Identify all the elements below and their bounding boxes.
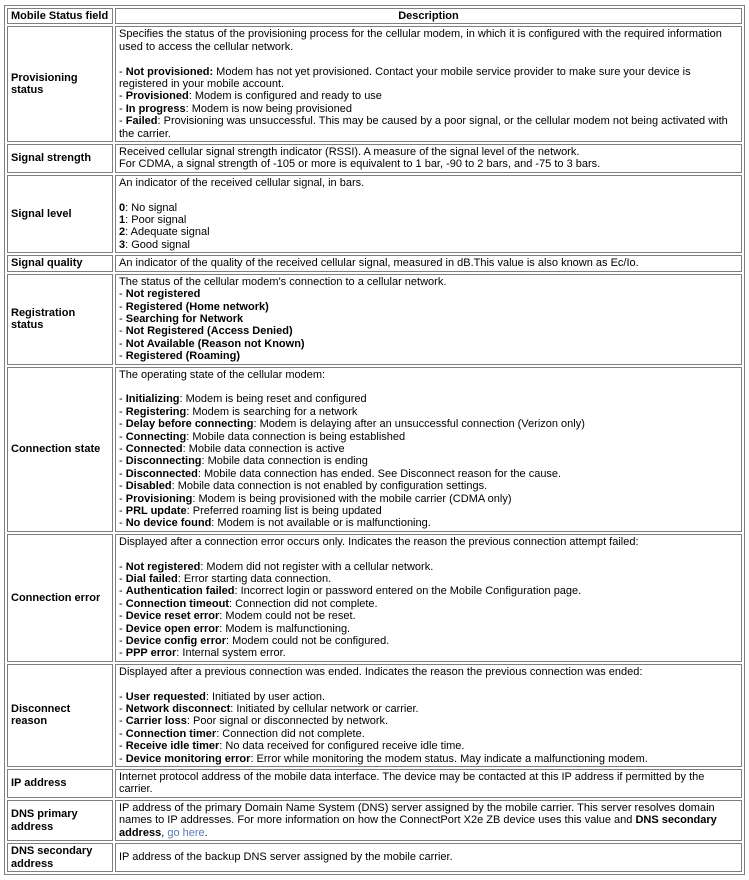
description-line xyxy=(119,573,738,585)
bold-term: PRL update xyxy=(125,504,187,517)
description-cell xyxy=(115,144,742,173)
field-name-cell: Signal quality xyxy=(7,255,113,271)
field-name-cell: Provisioning status xyxy=(7,26,113,142)
text-segment: : No signal xyxy=(125,201,178,214)
description-line xyxy=(119,771,738,796)
bold-term: Delay before connecting xyxy=(125,418,254,431)
table-row xyxy=(7,255,742,271)
description-line xyxy=(119,276,738,288)
bold-term: Initializing xyxy=(125,393,180,406)
bold-term: Authentication failed xyxy=(125,585,235,598)
description-line xyxy=(119,610,738,622)
table-row xyxy=(7,274,742,365)
description-line xyxy=(119,536,738,548)
description-line xyxy=(119,666,738,678)
text-segment: : Mobile data connection is ending xyxy=(201,455,368,468)
bold-term: PPP error xyxy=(125,647,177,660)
text-segment: - xyxy=(119,115,126,128)
bold-term: Disconnected xyxy=(125,467,198,480)
description-line xyxy=(119,715,738,727)
bold-term: DNS secondary address xyxy=(119,814,717,839)
header-row xyxy=(7,8,742,24)
description-line xyxy=(119,517,738,529)
description-cell xyxy=(115,175,742,253)
bold-term: Connecting xyxy=(125,430,187,443)
text-segment: : Modem is delaying after an unsuccessful connection (Verizon only) xyxy=(253,418,585,431)
description-line xyxy=(119,115,738,140)
description-line xyxy=(119,90,738,102)
text-segment: The status of the cellular modem's connection to a cellular network. xyxy=(119,275,447,288)
bold-term: 3 xyxy=(119,238,126,251)
text-segment: . xyxy=(204,826,208,839)
description-line xyxy=(119,691,738,703)
text-segment: : Good signal xyxy=(125,238,190,251)
description-line xyxy=(119,393,738,405)
text-segment: Internet protocol address of the mobile data interface. The device may be contacted at this IP address if permitted by the carrier. xyxy=(119,771,705,796)
text-segment: - xyxy=(119,560,126,573)
table-row xyxy=(7,367,742,532)
description-cell xyxy=(115,274,742,365)
description-line xyxy=(119,431,738,443)
text-segment: - xyxy=(119,455,126,468)
text-segment: - xyxy=(119,418,126,431)
bold-term: Not provisioned: xyxy=(125,65,214,78)
bold-term: Dial failed xyxy=(125,573,178,585)
table-row xyxy=(7,664,742,767)
bold-term: Registered (Roaming) xyxy=(125,350,241,363)
text-segment: : No data received for configured receive idle time. xyxy=(219,740,465,753)
bold-term: In progress xyxy=(125,102,186,115)
description-line xyxy=(119,301,738,313)
bold-term: Device reset error xyxy=(125,610,220,623)
text-segment: - xyxy=(119,350,126,363)
bold-term: Registered (Home network) xyxy=(125,300,269,313)
description-line xyxy=(119,802,738,839)
text-segment: - xyxy=(119,300,126,313)
text-segment: - xyxy=(119,102,126,115)
text-segment: : Modem could not be reset. xyxy=(219,610,356,623)
text-segment: - xyxy=(119,647,126,660)
text-segment: - xyxy=(119,467,126,480)
bold-term: Not Available (Reason not Known) xyxy=(125,337,305,350)
description-line xyxy=(119,480,738,492)
description-line xyxy=(119,325,738,337)
description-line xyxy=(119,214,738,226)
description-line xyxy=(119,239,738,251)
text-segment: : Modem is being provisioned with the mobile carrier (CDMA only) xyxy=(192,492,512,505)
text-segment: : Error while monitoring the modem status. May indicate a malfunctioning modem. xyxy=(250,752,648,765)
table-header xyxy=(7,8,742,24)
text-segment: : Internal system error. xyxy=(176,647,286,660)
status-table-body xyxy=(7,26,742,872)
text-segment: , xyxy=(161,826,168,839)
description-line xyxy=(119,350,738,362)
description-line xyxy=(119,177,738,189)
text-segment: An indicator of the quality of the received cellular signal, measured in dB.This value is also known as Ec/Io. xyxy=(119,257,639,270)
mobile-status-table xyxy=(4,5,745,875)
text-segment: - xyxy=(119,715,126,728)
text-segment: : Modem is configured and ready to use xyxy=(188,90,382,103)
description-line xyxy=(119,53,738,65)
description-line xyxy=(119,740,738,752)
description-cell xyxy=(115,843,742,872)
description-line xyxy=(119,189,738,201)
bold-term: 1 xyxy=(119,214,126,227)
description-line xyxy=(119,418,738,430)
text-segment: - xyxy=(119,573,126,585)
text-segment: - xyxy=(119,442,126,455)
text-segment: - xyxy=(119,752,126,765)
description-line xyxy=(119,338,738,350)
bold-term: Not Registered (Access Denied) xyxy=(125,325,293,338)
bold-term: Device config error xyxy=(125,635,226,648)
bold-term: 0 xyxy=(119,201,126,214)
field-name-cell: Connection error xyxy=(7,534,113,662)
text-segment: : Modem is malfunctioning. xyxy=(219,622,351,635)
description-line xyxy=(119,146,738,158)
bold-term: Not registered xyxy=(125,288,201,301)
text-segment: - xyxy=(119,337,126,350)
table-row xyxy=(7,769,742,798)
text-segment: - xyxy=(119,597,126,610)
text-segment: Specifies the status of the provisioning process for the cellular modem, in which it is configured with the required information used to access the cellular network. xyxy=(119,28,722,53)
description-cell xyxy=(115,769,742,798)
field-name-cell: DNS primary address xyxy=(7,800,113,841)
description-line xyxy=(119,703,738,715)
text-segment: - xyxy=(119,635,126,648)
text-segment: - xyxy=(119,90,126,103)
bold-term: Device open error xyxy=(125,622,220,635)
description-line xyxy=(119,103,738,115)
field-name-cell: DNS secondary address xyxy=(7,843,113,872)
text-segment: : Initiated by user action. xyxy=(205,690,326,703)
field-name-cell: Disconnect reason xyxy=(7,664,113,767)
text-segment: For CDMA, a signal strength of -105 or more is equivalent to 1 bar, -90 to 2 bars, and -75 to 3 bars. xyxy=(119,158,601,171)
text-segment: - xyxy=(119,727,126,740)
description-line xyxy=(119,28,738,53)
text-segment: - xyxy=(119,517,126,530)
bold-term: Not registered xyxy=(125,560,201,573)
text-segment: : Mobile data connection is not enabled by configuration settings. xyxy=(171,480,488,493)
description-line xyxy=(119,851,738,863)
text-segment: : Provisioning was unsuccessful. This may be caused by a poor signal, or the cellular modem not being activated with the carrier. xyxy=(119,115,728,140)
description-line xyxy=(119,678,738,690)
description-line xyxy=(119,548,738,560)
bold-term: Network disconnect xyxy=(125,703,231,716)
text-segment: - xyxy=(119,405,126,418)
description-line xyxy=(119,66,738,91)
text-segment: - xyxy=(119,325,126,338)
text-segment: IP address of the backup DNS server assigned by the mobile carrier. xyxy=(119,851,453,864)
text-segment: : Error starting data connection. xyxy=(177,573,332,585)
description-line xyxy=(119,493,738,505)
text-segment: The operating state of the cellular modem: xyxy=(119,368,326,381)
bold-term: Receive idle timer xyxy=(125,740,220,753)
description-line xyxy=(119,381,738,393)
go-here-link[interactable]: go here xyxy=(167,826,205,839)
column-header-description: Description xyxy=(115,8,742,24)
text-segment: : Adequate signal xyxy=(125,226,210,239)
text-segment: : Incorrect login or password entered on the Mobile Configuration page. xyxy=(234,585,582,598)
text-segment: - xyxy=(119,393,126,406)
text-segment: - xyxy=(119,740,126,753)
description-line xyxy=(119,468,738,480)
description-line xyxy=(119,635,738,647)
text-segment: - xyxy=(119,703,126,716)
description-line xyxy=(119,313,738,325)
bold-term: Registering xyxy=(125,405,187,418)
description-line xyxy=(119,202,738,214)
table-row xyxy=(7,843,742,872)
description-line xyxy=(119,288,738,300)
bold-term: User requested xyxy=(125,690,206,703)
description-cell xyxy=(115,367,742,532)
text-segment: - xyxy=(119,622,126,635)
description-line xyxy=(119,598,738,610)
description-line xyxy=(119,369,738,381)
bold-term: Searching for Network xyxy=(125,312,244,325)
table-row xyxy=(7,800,742,841)
bold-term: Failed xyxy=(125,115,158,128)
description-line xyxy=(119,455,738,467)
field-name-cell: Connection state xyxy=(7,367,113,532)
text-segment: Received cellular signal strength indicator (RSSI). A measure of the signal level of the network. xyxy=(119,146,580,159)
text-segment: : Mobile data connection has ended. See Disconnect reason for the cause. xyxy=(197,467,562,480)
bold-term: Connected xyxy=(125,442,183,455)
text-segment: : Connection did not complete. xyxy=(229,597,378,610)
text-segment: - xyxy=(119,480,126,493)
bold-term: No device found xyxy=(125,517,212,530)
description-line xyxy=(119,257,738,269)
text-segment: IP address of the primary Domain Name System (DNS) server assigned by the mobile carrier. This server resolves domain names to IP addresses. For more information on how the ConnectPort X2e ZB device uses this value and xyxy=(119,801,715,827)
text-segment: - xyxy=(119,65,126,78)
table-row xyxy=(7,534,742,662)
text-segment: : Connection did not complete. xyxy=(216,727,365,740)
text-segment: : Poor signal xyxy=(125,214,187,227)
text-segment: : Poor signal or disconnected by network. xyxy=(186,715,389,728)
bold-term: Carrier loss xyxy=(125,715,187,728)
field-name-cell: Signal level xyxy=(7,175,113,253)
text-segment: : Modem is now being provisioned xyxy=(185,102,352,115)
text-segment: : Modem is being reset and configured xyxy=(179,393,367,406)
bold-term: Disabled xyxy=(125,480,172,493)
table-row xyxy=(7,144,742,173)
description-line xyxy=(119,647,738,659)
bold-term: Connection timeout xyxy=(125,597,230,610)
description-line xyxy=(119,753,738,765)
text-segment: : Preferred roaming list is being updated xyxy=(186,504,382,517)
bold-term: 2 xyxy=(119,226,126,239)
description-cell xyxy=(115,664,742,767)
description-line xyxy=(119,406,738,418)
table-row xyxy=(7,26,742,142)
text-segment: - xyxy=(119,690,126,703)
text-segment: : Initiated by cellular network or carrier. xyxy=(230,703,419,716)
description-cell xyxy=(115,800,742,841)
text-segment: - xyxy=(119,585,126,598)
field-name-cell: Signal strength xyxy=(7,144,113,173)
description-line xyxy=(119,728,738,740)
text-segment: : Mobile data connection is being established xyxy=(186,430,406,443)
description-cell xyxy=(115,534,742,662)
text-segment: - xyxy=(119,288,126,301)
text-segment: Displayed after a connection error occurs only. Indicates the reason the previous connection attempt failed: xyxy=(119,535,639,548)
text-segment: - xyxy=(119,430,126,443)
text-segment: : Mobile data connection is active xyxy=(182,442,345,455)
text-segment: Modem has not yet provisioned. Contact your mobile service provider to make sure your device is registered in your mobile account. xyxy=(119,65,691,91)
description-line xyxy=(119,505,738,517)
text-segment: An indicator of the received cellular signal, in bars. xyxy=(119,176,365,189)
description-line xyxy=(119,585,738,597)
bold-term: Provisioned xyxy=(125,90,189,103)
description-line xyxy=(119,158,738,170)
description-line xyxy=(119,443,738,455)
bold-term: Device monitoring error xyxy=(125,752,251,765)
bold-term: Disconnecting xyxy=(125,455,202,468)
column-header-field: Mobile Status field xyxy=(7,8,113,24)
text-segment: Displayed after a previous connection was ended. Indicates the reason the previous connection was ended: xyxy=(119,665,643,678)
text-segment: - xyxy=(119,610,126,623)
text-segment: : Modem did not register with a cellular network. xyxy=(200,560,434,573)
description-cell xyxy=(115,26,742,142)
table-row xyxy=(7,175,742,253)
description-line xyxy=(119,226,738,238)
bold-term: Connection timer xyxy=(125,727,217,740)
text-segment: - xyxy=(119,312,126,325)
text-segment: : Modem is searching for a network xyxy=(186,405,358,418)
field-name-cell: IP address xyxy=(7,769,113,798)
text-segment: - xyxy=(119,504,126,517)
bold-term: Provisioning xyxy=(125,492,193,505)
description-cell xyxy=(115,255,742,271)
description-line xyxy=(119,623,738,635)
text-segment: - xyxy=(119,492,126,505)
field-name-cell: Registration status xyxy=(7,274,113,365)
text-segment: : Modem could not be configured. xyxy=(226,635,390,648)
description-line xyxy=(119,561,738,573)
text-segment: : Modem is not available or is malfunctioning. xyxy=(211,517,431,530)
